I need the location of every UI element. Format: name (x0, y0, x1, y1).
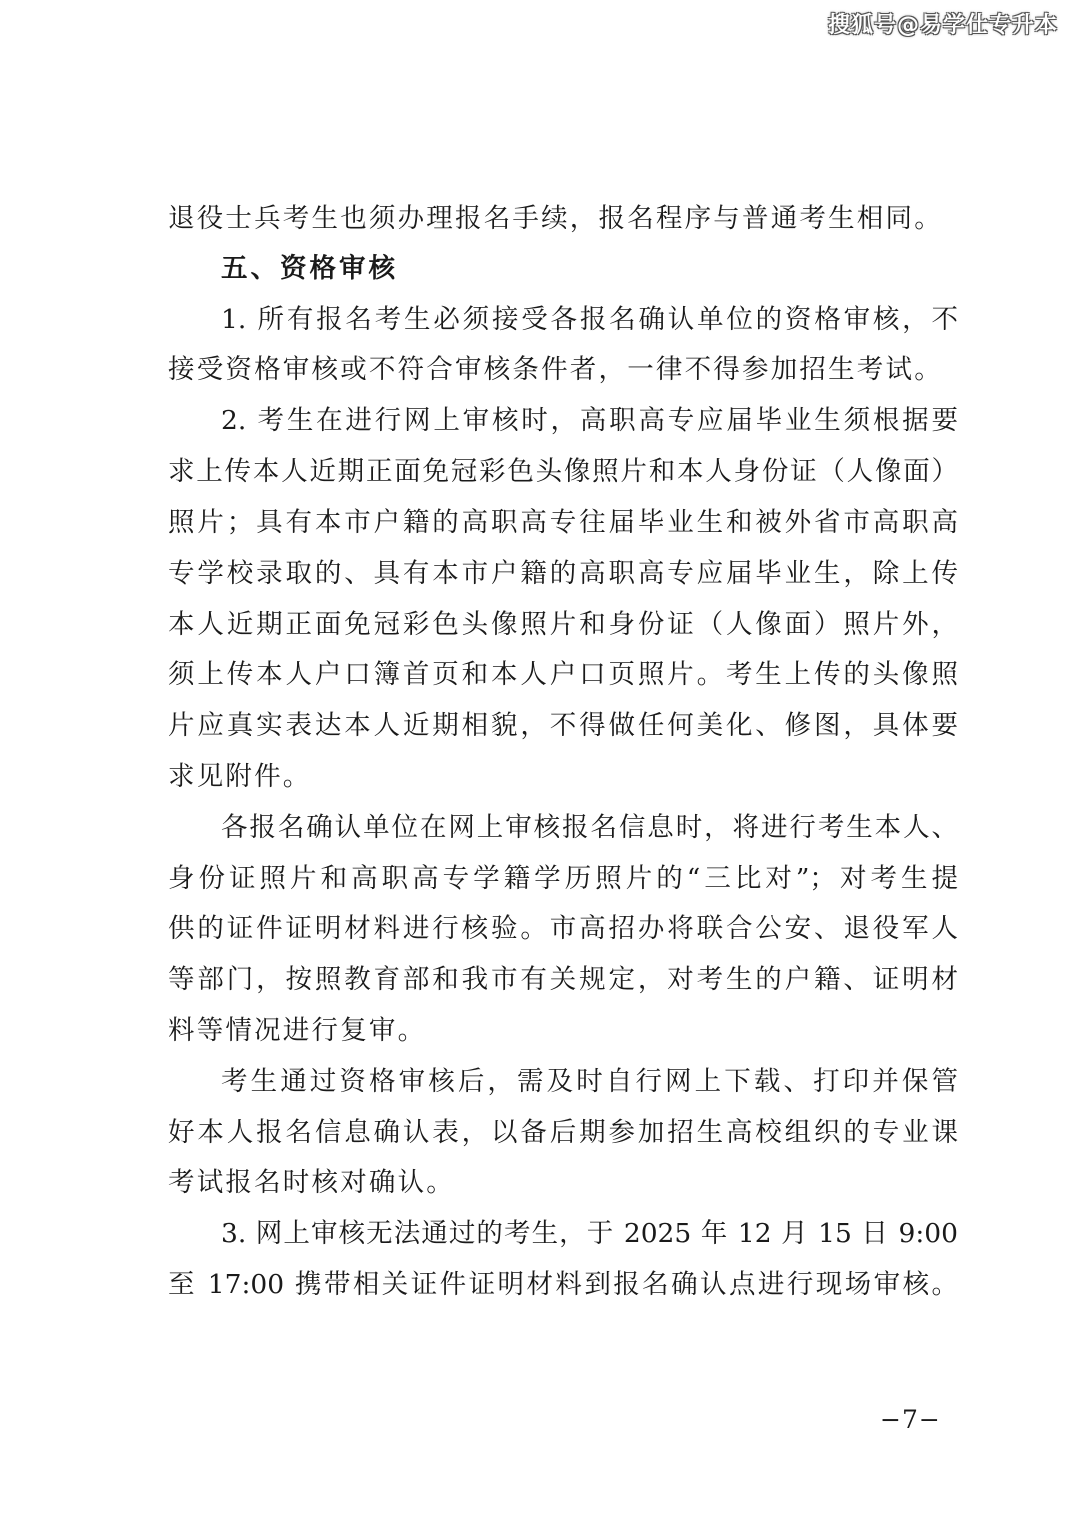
paragraph-line: 片应真实表达本人近期相貌，不得做任何美化、修图，具体要 (168, 710, 958, 741)
paragraph-line: 本人近期正面免冠彩色头像照片和身份证（人像面）照片外， (168, 609, 958, 640)
paragraph-line: 退役士兵考生也须办理报名手续，报名程序与普通考生相同。 (168, 203, 943, 234)
paragraph-line: 3. 网上审核无法通过的考生，于 2025 年 12 月 15 日 9:00 (221, 1218, 958, 1249)
paragraph-line: 身份证照片和高职高专学籍学历照片的“三比对”；对考生提 (168, 863, 958, 894)
paragraph-line: 至 17:00 携带相关证件证明材料到报名确认点进行现场审核。 (168, 1269, 958, 1300)
sohu-watermark: 搜狐号@易学仕专升本 (827, 13, 1058, 38)
paragraph-line: 须上传本人户口簿首页和本人户口页照片。考生上传的头像照 (168, 659, 958, 690)
paragraph-line: 求见附件。 (168, 761, 312, 792)
paragraph-line: 供的证件证明材料进行核验。市高招办将联合公安、退役军人 (168, 913, 958, 944)
section-heading: 五、资格审核 (221, 253, 398, 284)
paragraph-line: 各报名确认单位在网上审核报名信息时，将进行考生本人、 (221, 812, 958, 843)
paragraph-line: 考生通过资格审核后，需及时自行网上下载、打印并保管 (221, 1066, 958, 1097)
page-number: −7− (880, 1405, 941, 1434)
paragraph-line: 专学校录取的、具有本市户籍的高职高专应届毕业生，除上传 (168, 558, 958, 589)
paragraph-line: 求上传本人近期正面免冠彩色头像照片和本人身份证（人像面） (168, 456, 958, 487)
paragraph-line: 好本人报名信息确认表，以备后期参加招生高校组织的专业课 (168, 1117, 958, 1148)
paragraph-line: 料等情况进行复审。 (168, 1015, 427, 1046)
paragraph-line: 照片；具有本市户籍的高职高专往届毕业生和被外省市高职高 (168, 507, 958, 538)
paragraph-line: 接受资格审核或不符合审核条件者，一律不得参加招生考试。 (168, 354, 943, 385)
paragraph-line: 2. 考生在进行网上审核时，高职高专应届毕业生须根据要 (221, 405, 958, 436)
paragraph-line: 1. 所有报名考生必须接受各报名确认单位的资格审核，不 (221, 304, 958, 335)
paragraph-line: 考试报名时核对确认。 (168, 1167, 455, 1198)
paragraph-line: 等部门，按照教育部和我市有关规定，对考生的户籍、证明材 (168, 964, 958, 995)
